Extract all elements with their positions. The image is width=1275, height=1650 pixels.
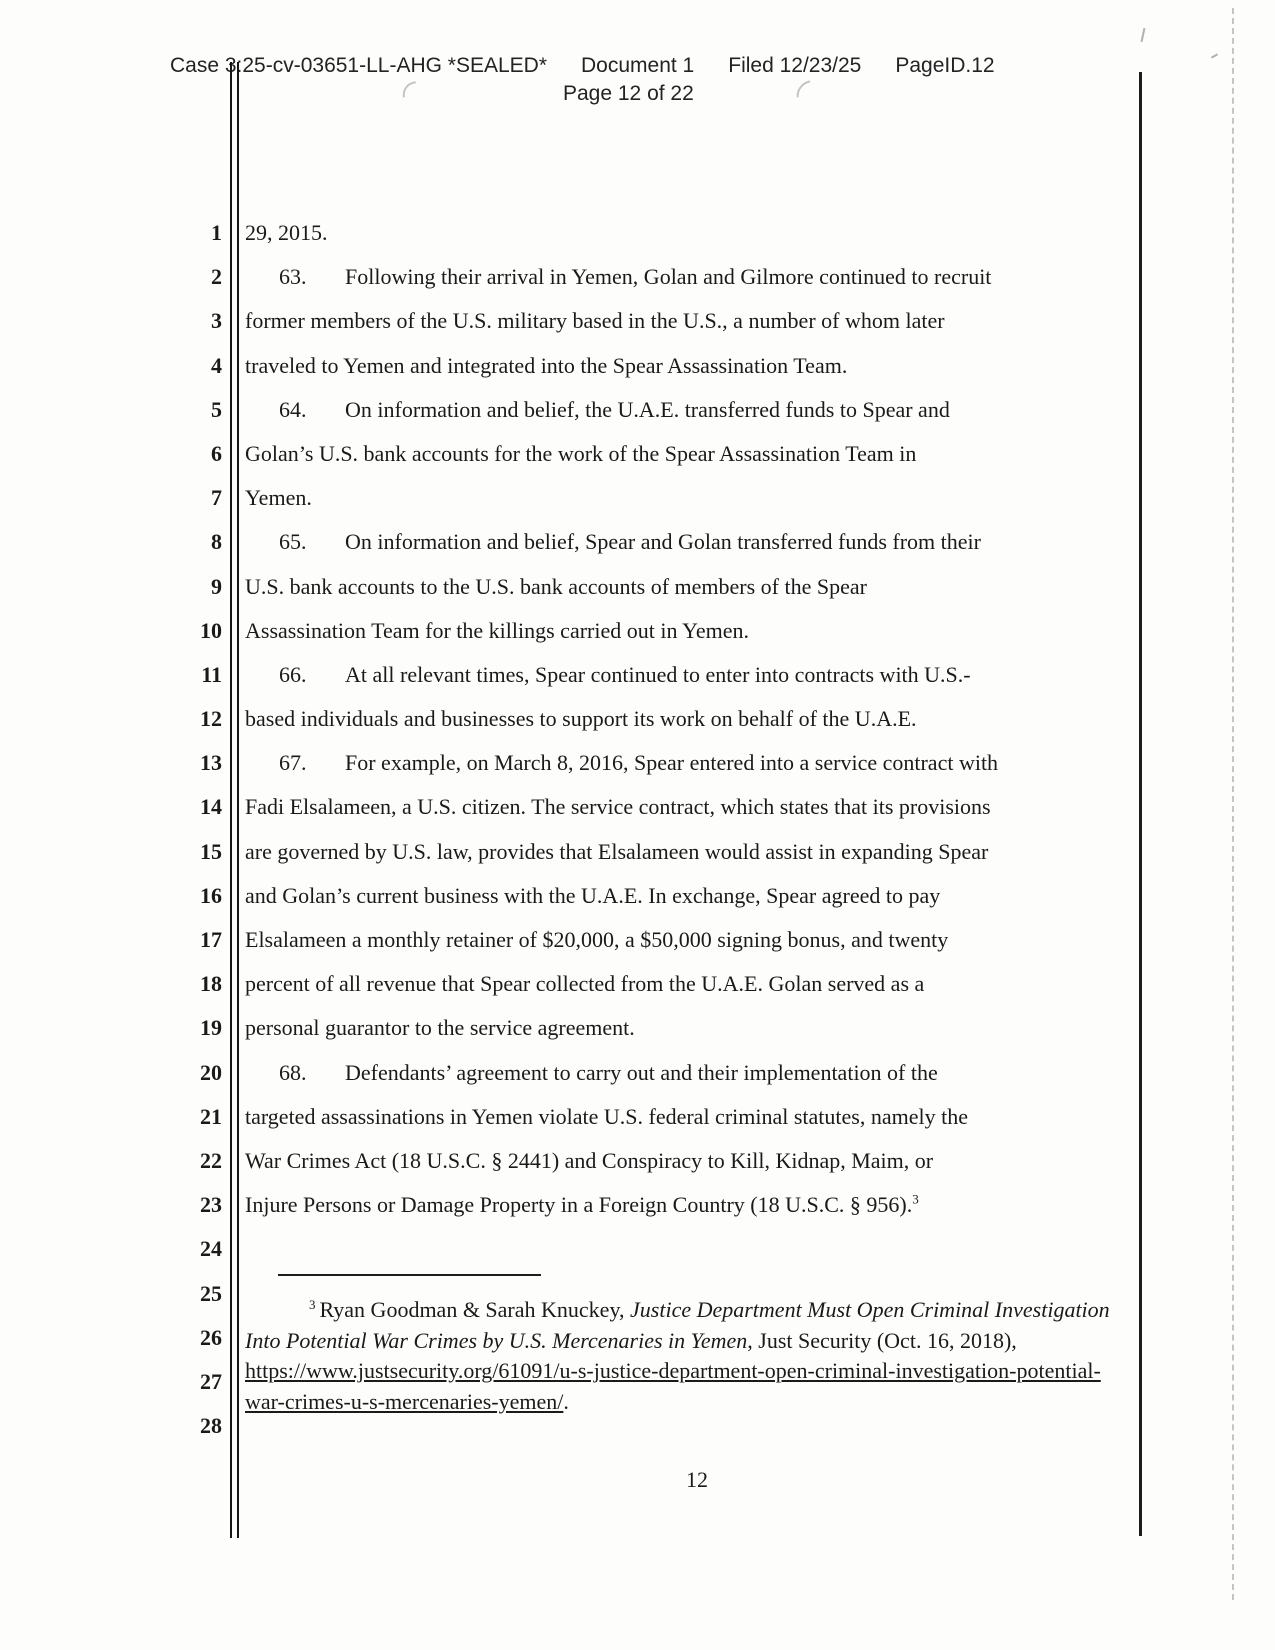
page-id: PageID.12 — [895, 54, 995, 77]
line-number: 9 — [211, 573, 222, 599]
body-text — [245, 211, 1145, 1227]
line-number: 15 — [200, 838, 222, 864]
scan-edge-artifact — [1232, 8, 1234, 1600]
line-number: 1 — [211, 220, 222, 245]
line-number: 24 — [200, 1236, 222, 1262]
case-number: Case 3:25-cv-03651-LL-AHG *SEALED* — [170, 54, 548, 77]
line-number: 14 — [200, 794, 222, 820]
footnote-url-link[interactable]: https://www.justsecurity.org/61091/u-s-justice-department-open-criminal-investigation-potential-war-crimes-u-s-mercenaries-yemen/ — [245, 1358, 1101, 1414]
footnote-text — [245, 1295, 1125, 1417]
footnote-marker: 3 — [309, 1296, 316, 1312]
footnote-separator — [278, 1274, 541, 1276]
body-line: personal guarantor to the service agreement. — [245, 1015, 635, 1041]
body-line: traveled to Yemen and integrated into the Spear Assassination Team. — [245, 352, 848, 378]
body-line: 29, 2015. — [245, 220, 328, 245]
line-number: 27 — [200, 1368, 222, 1394]
body-line: 64. On information and belief, the U.A.E. transferred funds to Spear and — [245, 388, 1145, 432]
filed-date: Filed 12/23/25 — [728, 54, 862, 77]
line-number: 4 — [211, 352, 222, 378]
line-number: 10 — [200, 617, 222, 643]
body-line: U.S. bank accounts to the U.S. bank accounts of members of the Spear — [245, 573, 867, 599]
line-number: 28 — [200, 1413, 222, 1439]
paragraph-number: 64. — [279, 396, 307, 422]
paragraph-number: 66. — [279, 661, 307, 687]
body-line: 63. Following their arrival in Yemen, Golan and Gilmore continued to recruit — [245, 255, 1145, 299]
line-number: 16 — [200, 882, 222, 908]
footnote-segment: Ryan Goodman & Sarah Knuckey, — [319, 1297, 631, 1322]
line-number: 7 — [211, 485, 222, 511]
body-line: percent of all revenue that Spear collected from the U.A.E. Golan served as a — [245, 971, 925, 997]
body-line: War Crimes Act (18 U.S.C. § 2441) and Conspiracy to Kill, Kidnap, Maim, or — [245, 1147, 934, 1173]
body-line: and Golan’s current business with the U.A.E. In exchange, Spear agreed to pay — [245, 882, 941, 908]
line-number: 26 — [200, 1324, 222, 1350]
line-number: 13 — [200, 750, 222, 776]
line-number: 3 — [211, 308, 222, 334]
body-line: Fadi Elsalameen, a U.S. citizen. The service contract, which states that its provisions — [245, 794, 991, 820]
line-number: 18 — [200, 971, 222, 997]
paragraph-number: 67. — [279, 750, 307, 776]
scan-tick-artifact — [1141, 28, 1146, 42]
body-line: former members of the U.S. military based in the U.S., a number of whom later — [245, 308, 945, 334]
line-number: 6 — [211, 440, 222, 466]
footnote-reference: 3 — [912, 1191, 919, 1207]
line-number: 5 — [211, 396, 222, 422]
scan-curve-artifact — [791, 75, 832, 116]
left-double-rule — [230, 62, 239, 1538]
footnote-segment: , Just Security (Oct. 16, 2018), — [747, 1327, 1017, 1353]
line-number: 8 — [211, 529, 222, 555]
line-number-column — [0, 211, 222, 1448]
body-line: 67. For example, on March 8, 2016, Spear entered into a service contract with — [245, 741, 1145, 785]
line-number: 19 — [200, 1015, 222, 1041]
line-number: 21 — [200, 1103, 222, 1129]
body-line: targeted assassinations in Yemen violate U.S. federal criminal statutes, namely the — [245, 1103, 968, 1129]
footnote-segment: . — [563, 1388, 569, 1414]
body-line: 65. On information and belief, Spear and Golan transferred funds from their — [245, 520, 1145, 564]
scan-tick-artifact — [1211, 53, 1218, 58]
scan-curve-artifact — [396, 75, 441, 120]
paragraph-number: 63. — [279, 264, 307, 290]
line-number: 25 — [200, 1280, 222, 1306]
body-line: 68. Defendants’ agreement to carry out and their implementation of the — [245, 1051, 1145, 1095]
page-x-of-y: Page 12 of 22 — [563, 82, 694, 105]
body-line: 66. At all relevant times, Spear continued to enter into contracts with U.S.- — [245, 653, 1145, 697]
line-number: 20 — [200, 1059, 222, 1085]
line-number: 23 — [200, 1192, 222, 1218]
body-line: Assassination Team for the killings carried out in Yemen. — [245, 617, 749, 643]
page-number: 12 — [686, 1467, 708, 1492]
paragraph-number: 68. — [279, 1059, 307, 1085]
case-stamp-header — [170, 54, 995, 78]
document-number: Document 1 — [581, 54, 695, 77]
footnote-segment: Justice Department Must Open Criminal Investigation Into Potential War Crimes by U.S. Mercenaries in Yemen — [245, 1297, 1110, 1353]
body-line: based individuals and businesses to support its work on behalf of the U.A.E. — [245, 706, 917, 732]
paragraph-number: 65. — [279, 529, 307, 555]
line-number: 22 — [200, 1147, 222, 1173]
line-number: 12 — [200, 706, 222, 732]
body-line: Elsalameen a monthly retainer of $20,000, a $50,000 signing bonus, and twenty — [245, 927, 949, 952]
body-line: are governed by U.S. law, provides that Elsalameen would assist in expanding Spear — [245, 838, 989, 864]
body-line: Yemen. — [245, 485, 312, 511]
line-number: 11 — [201, 661, 222, 687]
line-number: 17 — [200, 927, 222, 952]
body-line: Injure Persons or Damage Property in a Foreign Country (18 U.S.C. § 956).$^3$ — [245, 1191, 919, 1218]
line-number: 2 — [211, 264, 222, 290]
body-line: Golan’s U.S. bank accounts for the work of the Spear Assassination Team in — [245, 440, 917, 466]
